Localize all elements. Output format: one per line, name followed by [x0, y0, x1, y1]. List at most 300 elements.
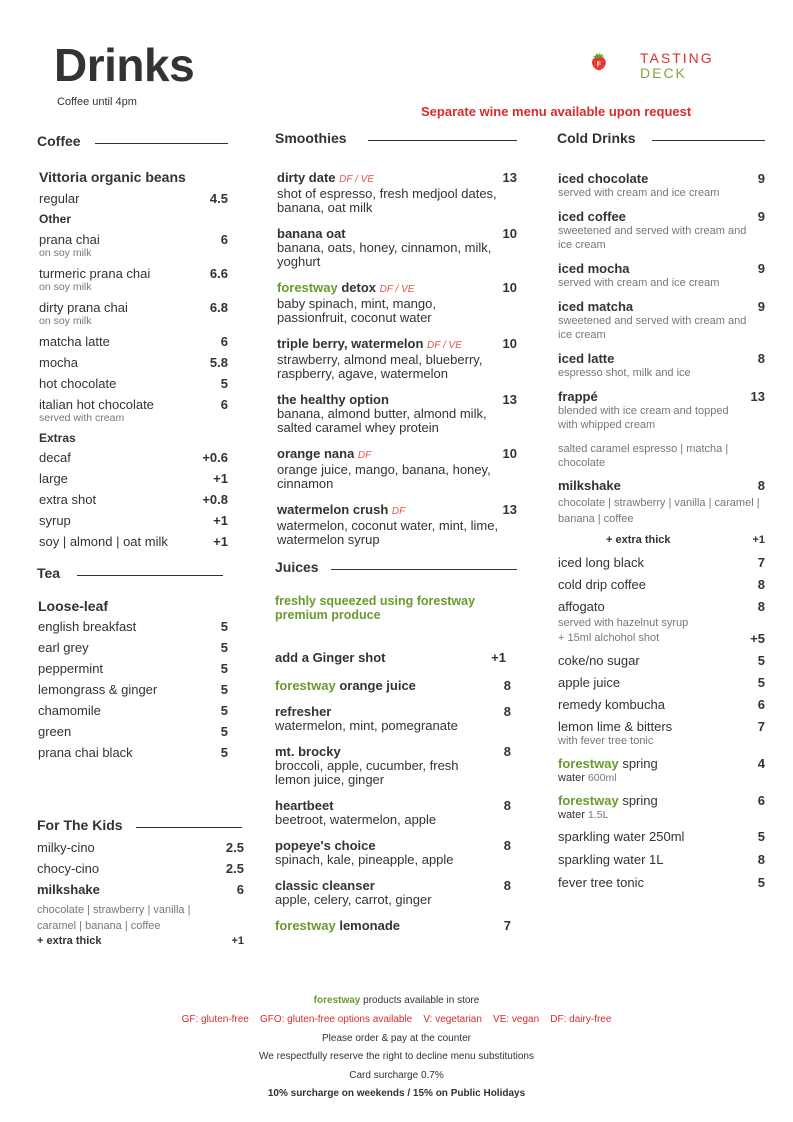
item-title	[275, 918, 400, 933]
item-name: green	[38, 724, 72, 739]
menu-item	[557, 599, 765, 614]
item-row	[39, 334, 228, 349]
item-name: watermelon crush	[277, 502, 389, 517]
item-note: blended with ice cream and topped with whipped cream	[558, 405, 729, 431]
item-row	[558, 719, 765, 734]
juices-heading-label: Juices	[275, 559, 319, 575]
item-price: 8	[503, 678, 511, 693]
item-price: 10	[502, 336, 517, 351]
menu-item	[558, 261, 765, 290]
item-price: 13	[750, 389, 765, 404]
item-row	[39, 397, 228, 412]
menu-item	[39, 534, 228, 549]
cold-drinks-heading-label: Cold Drinks	[557, 130, 636, 146]
item-price: 2.5	[225, 861, 244, 876]
item-name: milky-cino	[37, 840, 95, 855]
dietary-tag: DF / VE	[379, 284, 415, 295]
item-name: + extra thick	[606, 534, 671, 546]
menu-item	[39, 492, 228, 507]
item-note: sweetened and served with cream and ice cream	[558, 315, 747, 341]
item-row	[39, 450, 228, 465]
item-note: on soy milk	[39, 315, 92, 327]
item-row	[38, 745, 228, 760]
heading-rule	[136, 827, 242, 828]
brand-prefix: forestway	[313, 995, 361, 1006]
menu-item	[557, 631, 765, 646]
item-price: 5	[757, 875, 765, 890]
item-row	[39, 471, 228, 486]
item-row	[39, 300, 228, 315]
strawberry-logo-icon	[590, 34, 640, 88]
item-row	[39, 492, 228, 507]
item-row	[558, 875, 765, 890]
juice-item	[275, 704, 517, 733]
item-price: 7	[503, 918, 511, 933]
item-name: sparkling water 1L	[558, 852, 664, 867]
item-size: 1.5L	[587, 809, 609, 821]
item-name: fever tree tonic	[558, 875, 644, 890]
item-name: orange nana	[277, 446, 355, 461]
item-price: 13	[502, 502, 517, 517]
menu-item	[558, 852, 765, 867]
menu-item	[558, 829, 765, 844]
item-row	[558, 209, 765, 224]
dietary-tag: DF / VE	[427, 340, 462, 351]
item-description: beetroot, watermelon, apple	[275, 812, 437, 827]
logo-wordmark	[640, 51, 714, 81]
menu-item	[557, 533, 765, 548]
item-name: the healthy option	[277, 392, 389, 407]
menu-item	[38, 619, 228, 634]
item-price: 2.5	[225, 840, 244, 855]
kids-heading-label: For The Kids	[37, 817, 123, 833]
item-price: 5.8	[209, 355, 228, 370]
menu-item	[558, 389, 765, 432]
menu-item	[557, 793, 765, 822]
item-price: 8	[503, 704, 511, 719]
item-row	[558, 351, 765, 366]
item-price: 4.5	[209, 191, 228, 206]
item-name: affogato	[558, 599, 605, 614]
item-name: mt. brocky	[275, 744, 341, 759]
item-row	[275, 878, 511, 893]
item-name: matcha latte	[39, 334, 110, 349]
item-row	[38, 724, 228, 739]
item-size: 600ml	[587, 772, 617, 784]
item-title	[277, 336, 462, 353]
item-name: iced latte	[558, 351, 615, 366]
item-price: 5	[220, 703, 228, 718]
menu-item	[39, 232, 228, 260]
column-middle	[275, 130, 517, 933]
item-title	[275, 878, 375, 893]
coffee-extras-list	[37, 450, 228, 549]
item-price: 6	[220, 397, 228, 412]
dietary-legend: GF: gluten-free GFO: gluten-free options available V: vegetarian VE: vegan DF: dairy-free	[181, 1014, 612, 1025]
menu-item	[39, 300, 228, 328]
heading-rule	[652, 140, 765, 141]
smoothie-item	[277, 446, 517, 491]
item-name: lemongrass & ginger	[38, 682, 158, 697]
item-name: banana oat	[277, 226, 346, 241]
menu-item	[38, 682, 228, 697]
heading-rule	[95, 143, 228, 144]
item-price: 6	[220, 232, 228, 247]
item-price: +0.6	[202, 450, 228, 465]
item-row	[39, 232, 228, 247]
menu-item	[37, 840, 244, 855]
item-sub: water	[558, 772, 585, 784]
item-row	[558, 697, 765, 712]
heading-rule	[77, 575, 223, 576]
item-note: served with hazelnut syrup	[558, 617, 689, 629]
item-title	[275, 704, 331, 719]
item-name: popeye's choice	[275, 838, 376, 853]
item-name: heartbeet	[275, 798, 334, 813]
coffee-other-list	[37, 232, 228, 425]
column-left	[37, 130, 244, 949]
item-description: shot of espresso, fresh medjool dates, banana, oat milk	[277, 186, 497, 215]
item-name: decaf	[39, 450, 71, 465]
item-note: with fever tree tonic	[558, 735, 654, 747]
item-name: hot chocolate	[39, 376, 117, 391]
menu-item	[39, 513, 228, 528]
item-name: turmeric prana chai	[39, 266, 151, 281]
item-name: syrup	[39, 513, 71, 528]
item-name: remedy kombucha	[558, 697, 665, 712]
item-name: mocha	[39, 355, 79, 370]
tea-list	[37, 619, 228, 760]
item-row	[277, 502, 517, 519]
item-price: 5	[757, 653, 765, 668]
menu-item	[275, 650, 506, 665]
item-row	[558, 299, 765, 314]
footer-products-text: products available in store	[363, 995, 480, 1006]
item-description: orange juice, mango, banana, honey, cinnamon	[277, 462, 491, 491]
item-description: banana, oats, honey, cinnamon, milk, yoghurt	[277, 240, 492, 269]
item-price: 5	[757, 829, 765, 844]
item-price: 6.8	[209, 300, 228, 315]
menu-item	[38, 661, 228, 676]
item-price: 5	[757, 675, 765, 690]
item-name: classic cleanser	[275, 878, 375, 893]
item-row	[38, 703, 228, 718]
item-row	[558, 675, 765, 690]
coffee-heading-label: Coffee	[37, 133, 81, 149]
brand-prefix: forestway	[277, 280, 338, 295]
item-name: coke/no sugar	[558, 653, 640, 668]
logo-line-2: DECK	[640, 65, 687, 81]
item-row	[38, 640, 228, 655]
item-price: 10	[502, 226, 517, 241]
item-price: 7	[757, 719, 765, 734]
dietary-tag: DF / VE	[339, 174, 374, 185]
smoothie-list	[275, 170, 517, 547]
menu-item	[38, 640, 228, 655]
item-price: 8	[503, 838, 511, 853]
item-note: + 15ml alchohol shot	[558, 632, 660, 644]
item-note: on soy milk	[39, 247, 92, 259]
item-name: extra shot	[39, 492, 97, 507]
menu-item	[557, 577, 765, 592]
menu-item	[39, 266, 228, 294]
item-note: espresso shot, milk and ice	[558, 367, 691, 379]
item-row	[558, 389, 765, 404]
item-row	[275, 744, 511, 759]
item-note: served with cream	[39, 412, 125, 424]
item-description: spinach, kale, pineapple, apple	[275, 852, 454, 867]
brand-prefix: forestway	[275, 678, 336, 693]
item-price: 5	[220, 724, 228, 739]
item-price: 5	[220, 376, 228, 391]
dietary-tag: DF	[357, 450, 372, 461]
wine-menu-note: Separate wine menu available upon request	[421, 104, 692, 119]
item-price: 13	[502, 392, 517, 407]
item-name: chocy-cino	[37, 861, 100, 876]
item-price: 5	[220, 745, 228, 760]
menu-item	[38, 724, 228, 739]
item-row	[558, 829, 765, 844]
item-name: english breakfast	[38, 619, 137, 634]
item-name: prana chai	[39, 232, 100, 247]
item-row	[277, 170, 517, 187]
cold-tail-list	[557, 829, 765, 890]
item-price: 8	[503, 744, 511, 759]
item-price: 10	[502, 280, 517, 295]
menu-item	[38, 703, 228, 718]
cold-drinks-list	[557, 171, 765, 432]
item-name: + extra thick	[37, 935, 102, 947]
item-title	[277, 170, 374, 187]
juice-item	[275, 878, 517, 907]
item-description: watermelon, coconut water, mint, lime, watermelon syrup	[277, 518, 499, 547]
item-price: 6	[757, 697, 765, 712]
item-name: dirty date	[277, 170, 336, 185]
item-price: 5	[220, 640, 228, 655]
item-description: apple, celery, carrot, ginger	[275, 892, 432, 907]
item-row	[39, 534, 228, 549]
coffee-heading	[37, 133, 228, 153]
item-name: iced long black	[558, 555, 644, 570]
substitution-note: We respectfully reserve the right to decline menu substitutions	[259, 1051, 534, 1062]
item-name: detox	[341, 280, 376, 295]
item-row	[38, 619, 228, 634]
item-name: apple juice	[558, 675, 621, 690]
cold-plain-list	[557, 653, 765, 749]
menu-item	[39, 334, 228, 349]
item-price: +1	[213, 534, 228, 549]
menu-item	[37, 861, 244, 876]
item-description: watermelon, mint, pomegranate	[275, 718, 458, 733]
footer-products	[0, 995, 793, 1006]
item-row	[39, 355, 228, 370]
item-title	[275, 838, 376, 853]
menu-item	[558, 171, 765, 200]
page-title: Drinks	[54, 39, 195, 91]
item-note: sweetened and served with cream and ice cream	[558, 225, 747, 251]
item-price: 6	[757, 793, 765, 808]
smoothie-item	[277, 336, 517, 381]
item-price: 6	[220, 334, 228, 349]
item-price: +1	[231, 935, 244, 947]
logo-line-1: TASTING	[640, 50, 714, 66]
menu-item	[557, 555, 765, 570]
item-description: baby spinach, mint, mango, passionfruit, coconut water	[277, 296, 436, 325]
item-name: soy | almond | oat milk	[39, 534, 168, 549]
item-price: 8	[757, 852, 765, 867]
item-name: spring	[622, 756, 658, 771]
item-name: chamomile	[38, 703, 101, 718]
item-name: iced chocolate	[558, 171, 649, 186]
menu-item	[558, 875, 765, 890]
item-price: 9	[757, 209, 765, 224]
item-description: banana, almond butter, almond milk, salted caramel whey protein	[277, 406, 487, 435]
coffee-hours: Coffee until 4pm	[57, 96, 137, 108]
item-note: chocolate | strawberry | vanilla | caramel | banana | coffee	[37, 904, 191, 932]
item-description: strawberry, almond meal, blueberry, raspberry, agave, watermelon	[277, 352, 483, 381]
juice-item	[275, 838, 517, 867]
item-note: on soy milk	[39, 281, 92, 293]
item-note: chocolate | strawberry | vanilla | caramel | banana | coffee	[558, 497, 760, 525]
item-name: iced coffee	[558, 209, 626, 224]
brand-prefix: forestway	[275, 918, 336, 933]
item-price: +1	[213, 471, 228, 486]
item-name: triple berry, watermelon	[277, 336, 424, 351]
menu-item	[39, 471, 228, 486]
menu-item	[558, 351, 765, 380]
item-price: 8	[503, 798, 511, 813]
item-row	[277, 280, 517, 297]
menu-item	[558, 697, 765, 712]
item-price: 6	[236, 882, 244, 897]
item-note: served with cream and ice cream	[558, 187, 720, 199]
item-row	[38, 682, 228, 697]
smoothie-item	[277, 392, 517, 435]
item-name: cold drip coffee	[558, 577, 646, 592]
juice-list	[275, 678, 517, 933]
item-name: orange juice	[339, 678, 416, 693]
item-row	[39, 266, 228, 281]
holiday-surcharge-note: 10% surcharge on weekends / 15% on Public Holidays	[267, 1088, 526, 1099]
order-note: Please order & pay at the counter	[322, 1033, 471, 1044]
item-row	[558, 171, 765, 186]
dietary-tag: DF	[391, 506, 406, 517]
item-title	[277, 226, 346, 241]
item-price: 6.6	[209, 266, 228, 281]
item-price: 5	[220, 619, 228, 634]
item-name: iced matcha	[558, 299, 634, 314]
kids-heading	[37, 817, 228, 837]
item-name: sparkling water 250ml	[558, 829, 685, 844]
item-sub: water	[558, 809, 585, 821]
item-name: spring	[622, 793, 658, 808]
item-price: +0.8	[202, 492, 228, 507]
smoothie-item	[277, 226, 517, 269]
item-row	[275, 838, 511, 853]
item-row	[277, 336, 517, 353]
item-price: 9	[757, 171, 765, 186]
item-title	[277, 280, 414, 297]
item-price: 8	[503, 878, 511, 893]
menu-item	[557, 478, 765, 493]
item-name: large	[39, 471, 68, 486]
item-name: regular	[39, 191, 80, 206]
juice-item	[275, 918, 517, 933]
item-price: +5	[750, 631, 765, 646]
item-price: 8	[757, 478, 765, 493]
item-row	[277, 392, 517, 407]
item-title	[277, 502, 405, 519]
item-row	[277, 226, 517, 241]
item-name: lemonade	[339, 918, 401, 933]
smoothie-item	[277, 280, 517, 325]
item-name: add a Ginger shot	[275, 650, 386, 665]
item-row	[38, 661, 228, 676]
smoothie-item	[277, 170, 517, 215]
item-row	[275, 704, 511, 719]
item-name: iced mocha	[558, 261, 630, 276]
item-name: prana chai black	[38, 745, 133, 760]
item-price: 5	[220, 682, 228, 697]
cold-drinks-heading	[557, 130, 765, 150]
item-price: +1	[491, 650, 506, 665]
item-price: 13	[502, 170, 517, 185]
item-row	[275, 678, 511, 693]
juice-item	[275, 798, 517, 827]
logo-letter: F	[596, 60, 602, 69]
item-price: 5	[220, 661, 228, 676]
menu-item	[37, 882, 244, 897]
menu-item	[39, 397, 228, 425]
tea-heading	[37, 565, 228, 585]
column-right	[557, 130, 765, 890]
item-name: dirty prana chai	[39, 300, 128, 315]
item-row	[558, 852, 765, 867]
item-price: 9	[757, 299, 765, 314]
item-price: 8	[757, 599, 765, 614]
item-row	[277, 446, 517, 463]
card-surcharge-note: Card surcharge 0.7%	[349, 1070, 444, 1081]
item-row	[37, 861, 244, 876]
extras-heading: Extras	[39, 431, 76, 445]
item-name: peppermint	[38, 661, 104, 676]
item-price: 9	[757, 261, 765, 276]
heading-rule	[368, 140, 517, 141]
menu-item	[39, 376, 228, 391]
item-title	[275, 678, 416, 693]
item-price: 7	[757, 555, 765, 570]
other-heading: Other	[39, 212, 72, 226]
item-title	[277, 392, 389, 407]
smoothies-heading	[275, 130, 517, 150]
menu-item	[558, 209, 765, 252]
menu-item	[558, 653, 765, 668]
smoothies-heading-label: Smoothies	[275, 130, 347, 146]
item-name: lemon lime & bitters	[558, 719, 673, 734]
menu-item	[38, 745, 228, 760]
heading-rule	[331, 569, 517, 570]
item-name: frappé	[558, 389, 598, 404]
item-price: 8	[757, 351, 765, 366]
item-description: broccoli, apple, cucumber, fresh lemon juice, ginger	[275, 758, 459, 787]
item-row	[558, 653, 765, 668]
juices-heading	[275, 559, 517, 579]
beans-heading: Vittoria organic beans	[39, 169, 186, 185]
item-price: 8	[757, 577, 765, 592]
juice-item	[275, 678, 517, 693]
item-name: milkshake	[558, 478, 621, 493]
item-price: 4	[757, 756, 765, 771]
